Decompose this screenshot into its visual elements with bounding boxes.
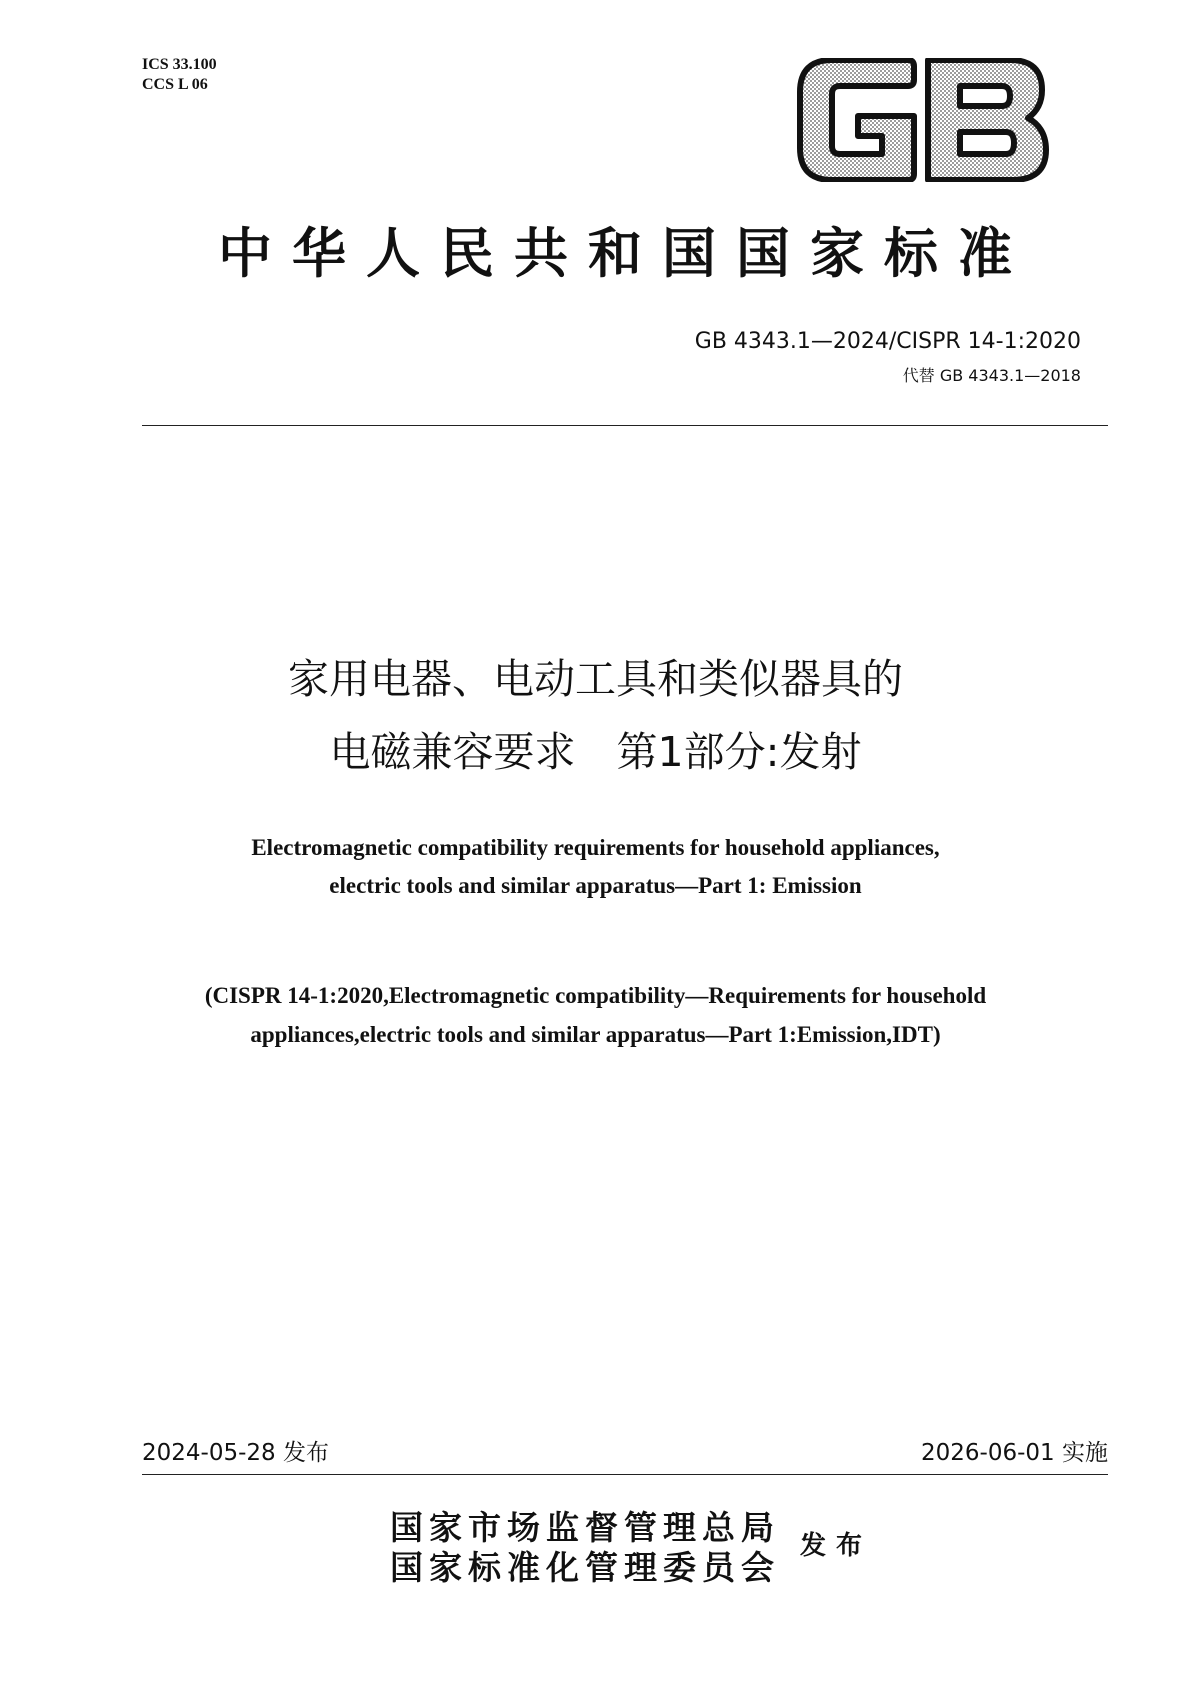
standard-number: GB 4343.1—2024/CISPR 14-1:2020 [694, 329, 1081, 354]
footer-divider [142, 1474, 1108, 1475]
issue-date: 2024-05-28 发布 [142, 1440, 329, 1466]
chinese-title-line-2: 电磁兼容要求 第1部分:发射 [329, 728, 862, 776]
implementation-date: 2026-06-01 实施 [921, 1440, 1108, 1466]
english-title-line-2: electric tools and similar apparatus—Part 1: Emission [329, 873, 862, 898]
english-title-line-1: Electromagnetic compatibility requirements for household appliances, [251, 835, 940, 860]
ccs-code: CCS L 06 [142, 76, 208, 93]
classification-codes [142, 55, 217, 95]
equivalence-line-1: (CISPR 14-1:2020,Electromagnetic compatibility—Requirements for household [204, 983, 987, 1008]
header-divider [142, 425, 1108, 426]
ics-code: ICS 33.100 [142, 56, 217, 73]
gb-logo [796, 58, 1050, 182]
issue-action: 发布 [800, 1531, 873, 1561]
issuer-sac: 国家标准化管理委员会 [390, 1548, 780, 1587]
national-standard-title: 中华人民共和国国家标准 [218, 221, 1032, 285]
issuing-authorities [390, 1508, 780, 1588]
replaces-standard: 代替 GB 4343.1—2018 [902, 366, 1081, 385]
chinese-title-line-1: 家用电器、电动工具和类似器具的 [288, 655, 903, 703]
equivalence-line-2: appliances,electric tools and similar apparatus—Part 1:Emission,IDT) [250, 1022, 941, 1047]
svg-text:GB: GB [796, 58, 798, 59]
issuer-samr: 国家市场监督管理总局 [390, 1508, 780, 1547]
